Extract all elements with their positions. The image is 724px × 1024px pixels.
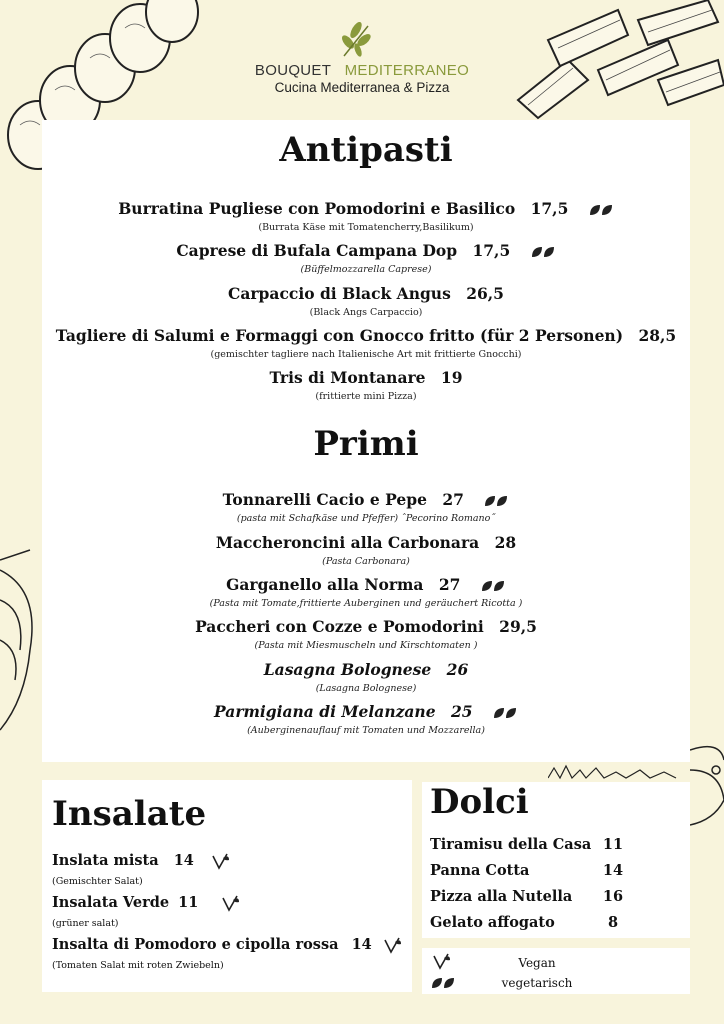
menu-item (42, 326, 690, 345)
item-description: (gemischter tagliere nach Italienische Art mit frittierte Gnocchi) (210, 349, 522, 360)
main-menu-panel (42, 120, 690, 762)
item-price: 19 (440, 368, 463, 387)
dolci-panel (422, 782, 690, 938)
item-description: (Büffelmozzarella Caprese) (300, 264, 432, 275)
menu-item (42, 199, 690, 218)
item-name: Paccheri con Cozze e Pomodorini (195, 617, 484, 636)
dessert-name: Tiramisu della Casa (430, 836, 592, 853)
dessert-name: Panna Cotta (430, 862, 530, 879)
item-description: (Burrata Käse mit Tomatencherry,Basilikum) (258, 222, 474, 233)
item-name: Tagliere di Salumi e Formaggi con Gnocco fritto (für 2 Personen) (55, 326, 624, 345)
item-description: (grüner salat) (52, 918, 119, 929)
item-price: 29,5 (499, 617, 537, 636)
item-name: Garganello alla Norma (226, 575, 424, 594)
item-description: (frittierte mini Pizza) (315, 391, 417, 402)
menu-item (42, 490, 690, 509)
item-price: 28,5 (638, 326, 677, 345)
item-name: Caprese di Bufala Campana Dop (176, 241, 458, 260)
plate-illustration (690, 730, 724, 830)
menu-item (52, 894, 241, 912)
item-price: 14 (173, 852, 194, 869)
menu-item (42, 284, 690, 303)
vegetarian-icon (480, 579, 506, 593)
dessert-price: 14 (602, 862, 624, 879)
item-price: 27 (442, 490, 464, 509)
item-description: (Lasagna Bolognese) (315, 683, 417, 694)
item-price: 26 (446, 660, 469, 679)
sauce-illustration (548, 762, 690, 780)
item-description: (Pasta mit Tomate,frittierte Auberginen und geräuchert Ricotta ) (209, 598, 523, 609)
item-description: (Tomaten Salat mit roten Zwiebeln) (52, 960, 224, 971)
olive-branch-logo (338, 22, 378, 58)
menu-item (42, 617, 690, 636)
insalate-panel (42, 780, 412, 992)
menu-item (42, 702, 690, 721)
legend-panel (422, 948, 690, 994)
pasta-illustration (508, 0, 724, 120)
brand-name-part2: MEDITERRANEO (344, 62, 470, 79)
vegetarian-icon (483, 494, 509, 508)
menu-item (42, 241, 690, 260)
menu-item (52, 936, 403, 954)
item-name: Tris di Montanare (269, 368, 426, 387)
item-description: (Pasta mit Miesmuscheln und Kirschtomaten ) (254, 640, 478, 651)
vegetarian-icon (492, 706, 518, 720)
dessert-price: 8 (607, 914, 619, 931)
item-price: 25 (450, 702, 473, 721)
brand-subtitle: Cucina Mediterranea & Pizza (274, 80, 450, 95)
vegan-icon (211, 852, 231, 870)
menu-item (42, 533, 690, 552)
item-price: 27 (438, 575, 461, 594)
dessert-name: Gelato affogato (430, 914, 555, 931)
dessert-name: Pizza alla Nutella (430, 888, 573, 905)
herb-illustration (0, 540, 44, 740)
brand-name-part1: BOUQUET (254, 62, 332, 79)
legend-vegetarian-label: vegetarisch (501, 976, 573, 990)
vegan-icon (432, 952, 452, 970)
antipasti-title: Antipasti (279, 130, 453, 170)
item-name: Tonnarelli Cacio e Pepe (222, 490, 427, 509)
vegetarian-icon (588, 203, 614, 217)
item-description: (Auberginenauflauf mit Tomaten und Mozzarella) (247, 725, 485, 736)
item-description: (Pasta Carbonara) (322, 556, 410, 567)
dessert-price: 16 (602, 888, 624, 905)
vegetarian-icon (530, 245, 556, 259)
item-description: (Black Angs Carpaccio) (309, 307, 423, 318)
item-name: Parmigiana di Melanzane (214, 702, 436, 721)
vegetarian-icon (430, 976, 456, 990)
item-price: 17,5 (530, 199, 569, 218)
item-price: 17,5 (472, 241, 511, 260)
item-name: Inslata mista (52, 852, 159, 869)
item-price: 14 (351, 936, 372, 953)
dolci-title: Dolci (430, 782, 529, 822)
item-name: Maccheroncini alla Carbonara (215, 533, 480, 552)
item-description: (pasta mit Schafkäse und Pfeffer) ˆPecorino Romano˝ (236, 513, 496, 524)
primi-title: Primi (313, 424, 419, 464)
legend-vegan-label: Vegan (518, 956, 556, 970)
menu-item (42, 368, 690, 387)
item-price: 11 (178, 894, 199, 911)
item-name: Carpaccio di Black Angus (228, 284, 451, 303)
item-name: Lasagna Bolognese (263, 660, 432, 679)
item-name: Burratina Pugliese con Pomodorini e Basilico (118, 199, 516, 218)
vegan-icon (383, 936, 403, 954)
brand-name (0, 62, 724, 79)
menu-item (42, 575, 690, 594)
item-price: 26,5 (466, 284, 504, 303)
menu-item (42, 660, 690, 679)
item-description: (Gemischter Salat) (52, 876, 143, 887)
item-name: Insalta di Pomodoro e cipolla rossa (52, 936, 339, 953)
dessert-price: 11 (602, 836, 624, 853)
insalate-title: Insalate (52, 794, 207, 834)
vegan-icon (221, 894, 241, 912)
item-price: 28 (494, 533, 517, 552)
menu-item (52, 852, 231, 870)
item-name: Insalata Verde (52, 894, 170, 911)
